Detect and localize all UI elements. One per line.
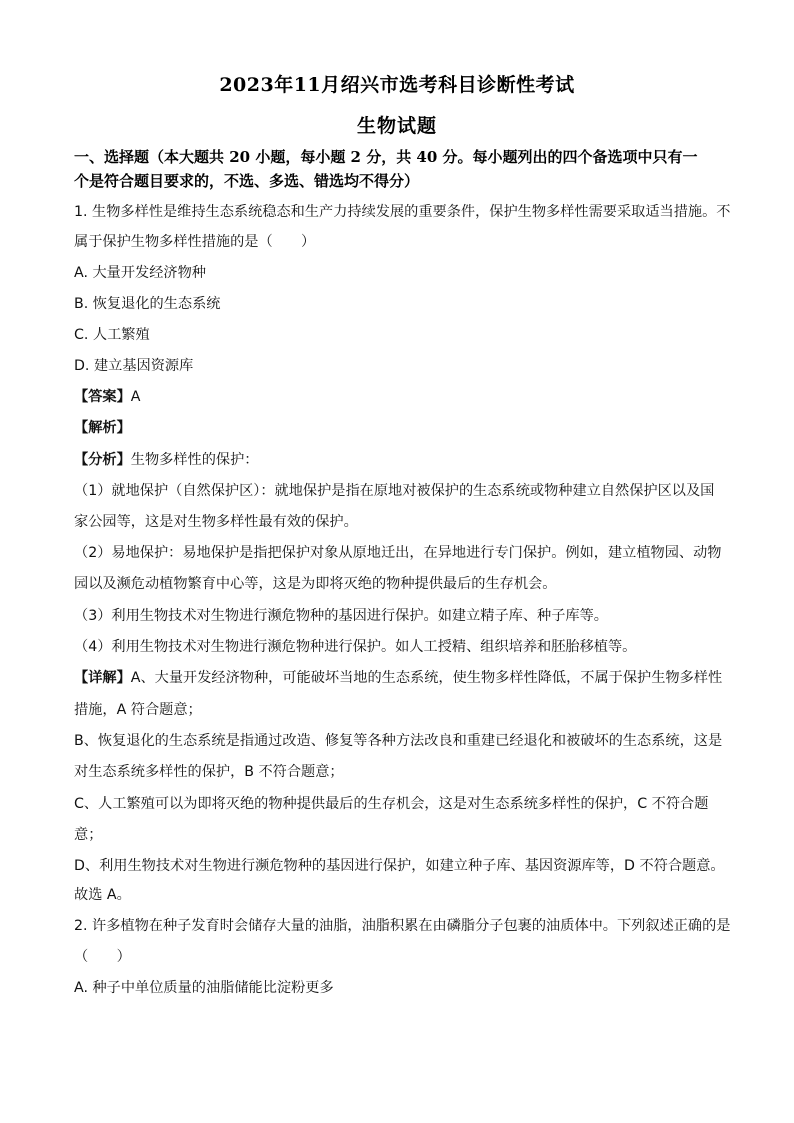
q1-detail-first (74, 669, 724, 687)
answer-value: A (130, 389, 141, 405)
section-heading-line-2: 个是符合题目要求的，不选、多选、错选均不得分） (74, 172, 420, 190)
detail-first-text: A、大量开发经济物种，可能破坏当地的生态系统，使生物多样性降低，不属于保护生物多样性 (130, 670, 723, 686)
fenxi-text: 生物多样性的保护： (130, 452, 259, 468)
fenxi-tag: 【分析】 (74, 452, 131, 468)
q1-point-line-4: 园以及濒危动植物繁育中心等，这是为即将灭绝的物种提供最后的生存机会。 (74, 576, 557, 592)
q1-option-b: B. 恢复退化的生态系统 (74, 296, 221, 312)
document-title: 2023年11月绍兴市选考科目诊断性考试 (219, 74, 575, 96)
q2-stem-line-1: 2. 许多植物在种子发育时会储存大量的油脂，油脂积累在由磷脂分子包裹的油质体中。下列叙述正确的是 (74, 918, 731, 934)
q1-point-line-5: （3）利用生物技术对生物进行濒危物种的基因进行保护。如建立精子库、种子库等。 (74, 608, 608, 624)
q2-stem-line-2: （ ） (74, 949, 131, 965)
document-subtitle: 生物试题 (356, 115, 437, 137)
q1-analysis-tag (74, 419, 724, 437)
q1-fenxi (74, 451, 724, 469)
answer-tag: 【答案】 (74, 389, 131, 405)
q1-point-line-6: （4）利用生物技术对生物进行濒危物种进行保护。如人工授精、组织培养和胚胎移植等。 (74, 639, 637, 655)
q2-option-a: A. 种子中单位质量的油脂储能比淀粉更多 (74, 980, 334, 996)
q1-detail-line-2: B、恢复退化的生态系统是指通过改造、修复等各种方法改良和重建已经退化和被破坏的生态系统，这是 (74, 733, 723, 749)
q1-point-line-3: （2）易地保护：易地保护是指把保护对象从原地迁出，在异地进行专门保护。例如，建立植物园、动物 (74, 545, 722, 561)
q1-detail-line-1: 措施，A 符合题意； (74, 702, 202, 718)
q1-detail-line-6: D、利用生物技术对生物进行濒危物种的基因进行保护，如建立种子库、基因资源库等，D 不符合题意。 (74, 858, 725, 874)
q1-point-line-2: 家公园等，这是对生物多样性最有效的保护。 (74, 514, 358, 530)
q1-point-line-1: （1）就地保护（自然保护区）：就地保护是指在原地对被保护的生态系统或物种建立自然保护区以及国 (74, 483, 715, 499)
q1-detail-line-7: 故选 A。 (74, 887, 131, 903)
q1-stem-line-1: 1. 生物多样性是维持生态系统稳态和生产力持续发展的重要条件，保护生物多样性需要采取适当措施。不 (74, 204, 731, 220)
q1-option-c: C. 人工繁殖 (74, 327, 150, 343)
q1-detail-line-5: 意； (74, 827, 103, 843)
section-heading-line-1: 一、选择题（本大题共 20 小题，每小题 2 分，共 40 分。每小题列出的四个备选项中只有一 (74, 148, 698, 166)
q1-detail-line-4: C、人工繁殖可以为即将灭绝的物种提供最后的生存机会，这是对生态系统多样性的保护，C 不符合题 (74, 796, 709, 812)
analysis-tag: 【解析】 (74, 420, 131, 436)
detail-tag: 【详解】 (74, 670, 131, 686)
q1-detail-line-3: 对生态系统多样性的保护，B 不符合题意； (74, 764, 344, 780)
q1-option-a: A. 大量开发经济物种 (74, 265, 206, 281)
q1-option-d: D. 建立基因资源库 (74, 358, 194, 374)
q1-stem-line-2: 属于保护生物多样性措施的是（ ） (74, 234, 316, 250)
q1-answer (74, 388, 724, 406)
